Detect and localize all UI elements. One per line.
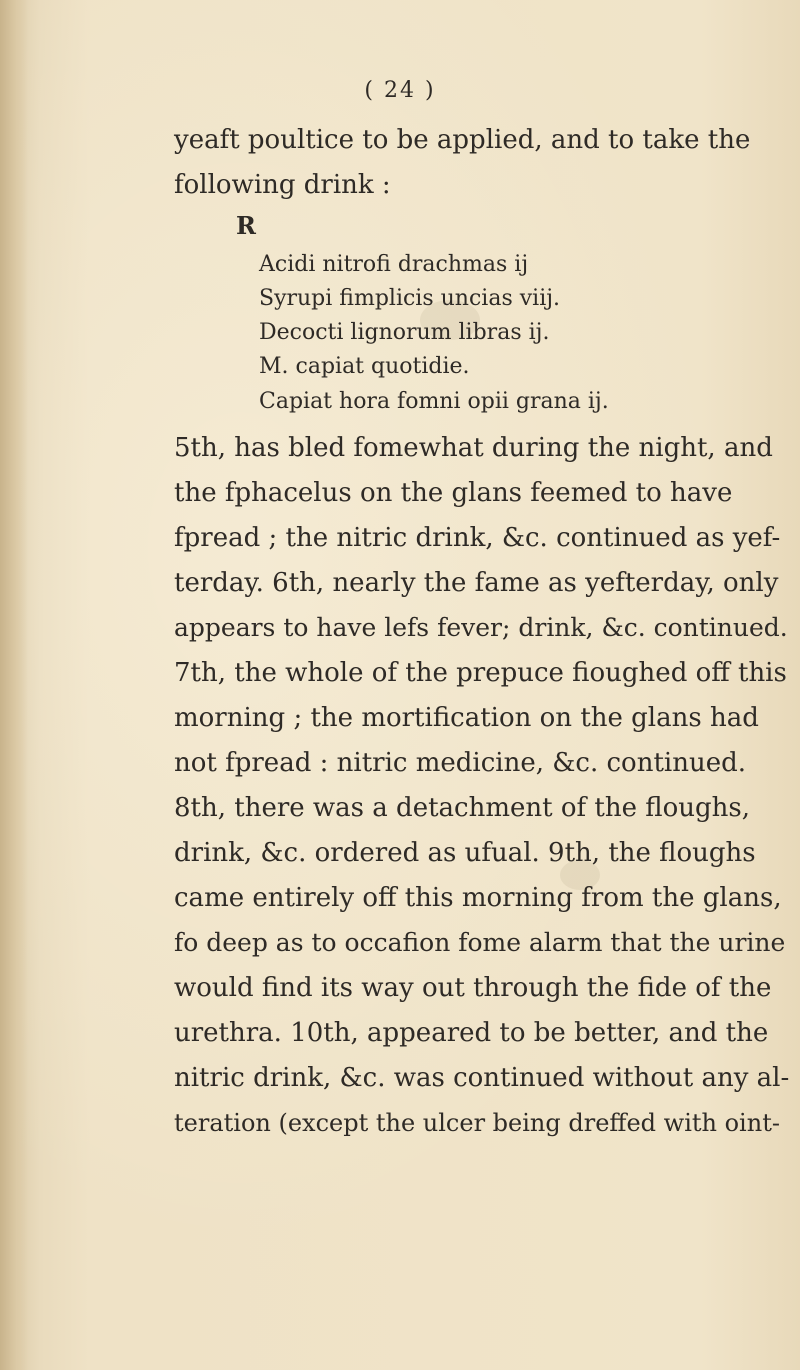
- text-line: drink, &c. ordered as ufual. 9th, the floughs: [174, 838, 756, 868]
- text-line: appears to have lefs fever; drink, &c. continued.: [174, 613, 788, 642]
- text-line: fo deep as to occafion fome alarm that the urine: [174, 928, 786, 957]
- text-line: 7th, the whole of the prepuce fioughed off this: [174, 658, 787, 688]
- prescription-symbol: R: [236, 211, 256, 240]
- page-gutter-shadow: [0, 0, 28, 1370]
- page-number: ( 24 ): [364, 78, 436, 103]
- text-line: nitric drink, &c. was continued without any al-: [174, 1063, 790, 1093]
- text-line: teration (except the ulcer being dreffed with oint-: [174, 1109, 780, 1137]
- text-line: urethra. 10th, appeared to be better, and the: [174, 1018, 769, 1048]
- recipe-line: Syrupi fimplicis uncias viij.: [259, 286, 561, 311]
- recipe-line: Decocti lignorum libras ij.: [259, 320, 550, 345]
- text-line: terday. 6th, nearly the fame as yefterday, only: [174, 568, 779, 598]
- text-line: 5th, has bled fomewhat during the night, and: [174, 433, 773, 463]
- text-line: the fphacelus on the glans feemed to have: [174, 478, 733, 508]
- text-line: not fpread : nitric medicine, &c. continued.: [174, 748, 746, 778]
- text-line: came entirely off this morning from the glans,: [174, 883, 782, 913]
- recipe-line: M. capiat quotidie.: [259, 354, 470, 379]
- text-line: 8th, there was a detachment of the floughs,: [174, 793, 750, 823]
- recipe-line: Acidi nitrofi drachmas ij: [259, 252, 529, 277]
- text-line: morning ; the mortification on the glans had: [174, 703, 759, 733]
- text-line: following drink :: [174, 170, 391, 200]
- text-line: yeaft poultice to be applied, and to take the: [174, 125, 751, 155]
- text-line: fpread ; the nitric drink, &c. continued as yef-: [174, 523, 781, 553]
- recipe-line: Capiat hora fomni opii grana ij.: [259, 389, 609, 414]
- text-line: would find its way out through the fide of the: [174, 973, 772, 1003]
